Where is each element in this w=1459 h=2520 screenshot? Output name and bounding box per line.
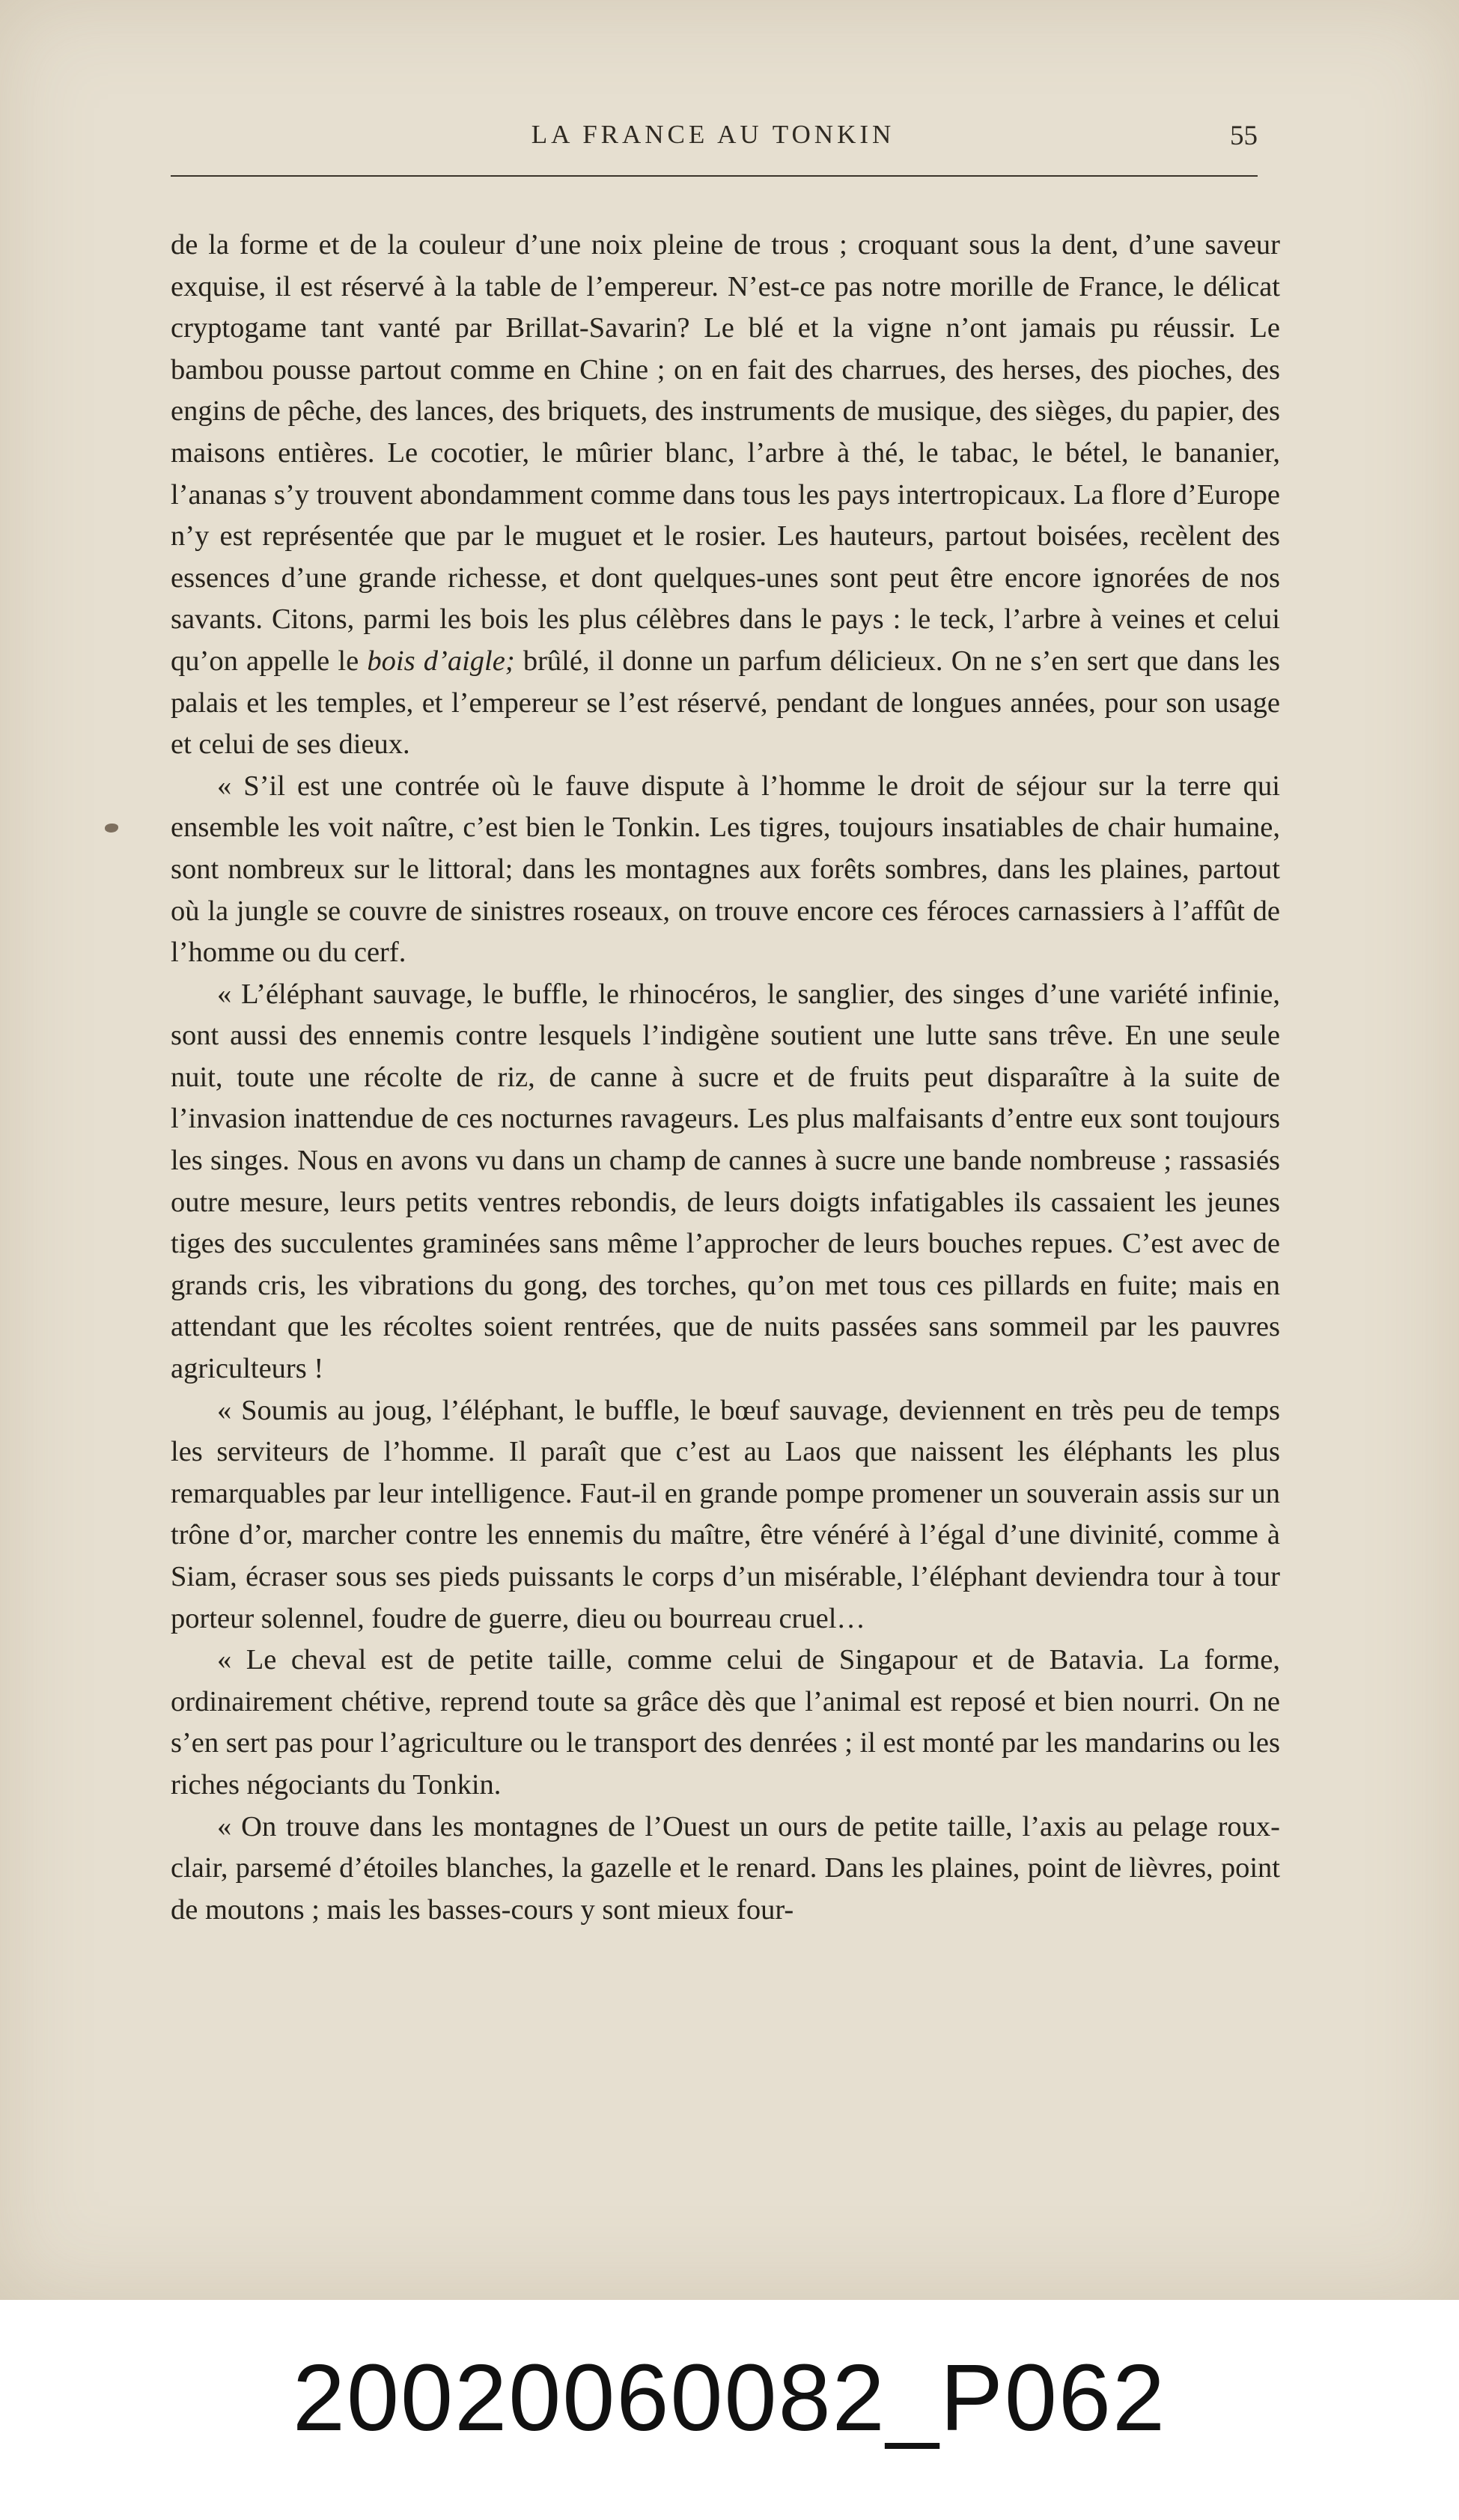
italic-term: bois d’aigle;	[367, 645, 515, 677]
paragraph-6: « On trouve dans les montagnes de l’Ouest un ours de petite taille, l’axis au pelage roux-clair, parsemé d’étoiles blanches, la gazelle et le renard. Dans les plaines, point de lièvres, point de moutons ; mais les basses-cours y sont mieux four-	[171, 1810, 1280, 1926]
paragraph-3: « L’éléphant sauvage, le buffle, le rhinocéros, le sanglier, des singes d’une variété infinie, sont aussi des ennemis contre lesquels l’indigène soutient une lutte sans trêve. En une seule nuit, toute une récolte de riz, de canne à sucre et de fruits peut disparaître à la suite de l’invasion inattendue de ces nocturnes ravageurs. Les plus malfaisants d’entre eux sont toujours les singes. Nous en avons vu dans un champ de cannes à sucre une bande nombreuse ; rassasiés outre mesure, leurs petits ventres rebondis, de leurs doigts infatigables ils cassaient les jeunes tiges des succulentes graminées sans même l’approcher de leurs bouches repues. C’est avec de grands cris, les vibrations du gong, des torches, qu’on met tous ces pillards en fuite; mais en attendant que les récoltes soient rentrées, que de nuits passées sans sommeil par les pauvres agriculteurs !	[171, 978, 1280, 1385]
paragraph-4: « Soumis au joug, l’éléphant, le buffle, le bœuf sauvage, deviennent en très peu de temps les serviteurs de l’homme. Il paraît que c’est au Laos que naissent les éléphants les plus remarquables par leur intelligence. Faut-il en grande pompe promener un souverain assis sur un trône d’or, marcher contre les ennemis du maître, être vénéré à l’égal d’une divinité, comme à Siam, écraser sous ses pieds puissants le corps d’un misérable, l’éléphant deviendra tour à tour porteur solennel, foudre de guerre, dieu ou bourreau cruel…	[171, 1394, 1280, 1634]
page-number: 55	[1230, 121, 1258, 151]
page-header	[168, 120, 1258, 168]
paragraph-1-text-end: brûlé, il donne un parfum délicieux. On ne s’en sert que dans les palais et les temples, et l’empereur se l’est réservé, pendant de longues années, pour son usage et celui de ses dieux.	[171, 645, 1280, 761]
paragraph-1	[171, 225, 1280, 766]
ink-blot	[105, 824, 118, 833]
paragraph-1-text: de la forme et de la couleur d’une noix pleine de trous ; croquant sous la dent, d’une saveur exquise, il est réservé à la table de l’empereur. N’est-ce pas notre morille de France, le délicat cryptogame tant vanté par Brillat-Savarin? Le blé et la vigne n’ont jamais pu réussir. Le bambou pousse partout comme en Chine ; on en fait des charrues, des herses, des pioches, des engins de pêche, des lances, des briquets, des instruments de musique, des sièges, du papier, des maisons entières. Le cocotier, le mûrier blanc, l’arbre à thé, le tabac, le bétel, le bananier, l’ananas s’y trouvent abondamment comme dans tous les pays intertropicaux. La flore d’Europe n’y est représentée que par le muguet et le rosier. Les hauteurs, partout boisées, recèlent des essences d’une grande richesse, et dont quelques-unes sont peut être encore ignorées de nos savants. Citons, parmi les bois les plus célèbres dans le pays : le teck, l’arbre à veines et celui qu’on appelle le	[171, 229, 1280, 677]
paragraph-5: « Le cheval est de petite taille, comme celui de Singapour et de Batavia. La forme, ordinairement chétive, reprend toute sa grâce dès que l’animal est reposé et bien nourri. On ne s’en sert pas pour l’agriculture ou le transport des denrées ; il est monté par les mandarins ou les riches négociants du Tonkin.	[171, 1644, 1280, 1801]
body-text	[171, 225, 1280, 1931]
scan-identifier: 20020060082_P062	[292, 2345, 1167, 2450]
header-rule	[171, 175, 1258, 177]
paragraph-2: « S’il est une contrée où le fauve dispute à l’homme le droit de séjour sur la terre qui ensemble les voit naître, c’est bien le Tonkin. Les tigres, toujours insatiables de chair humaine, sont nombreux sur le littoral; dans les montagnes aux forêts sombres, dans les plaines, partout où la jungle se couvre de sinistres roseaux, on trouve encore ces féroces carnassiers à l’affût de l’homme ou du cerf.	[171, 770, 1280, 969]
running-title: LA FRANCE AU TONKIN	[531, 120, 895, 149]
